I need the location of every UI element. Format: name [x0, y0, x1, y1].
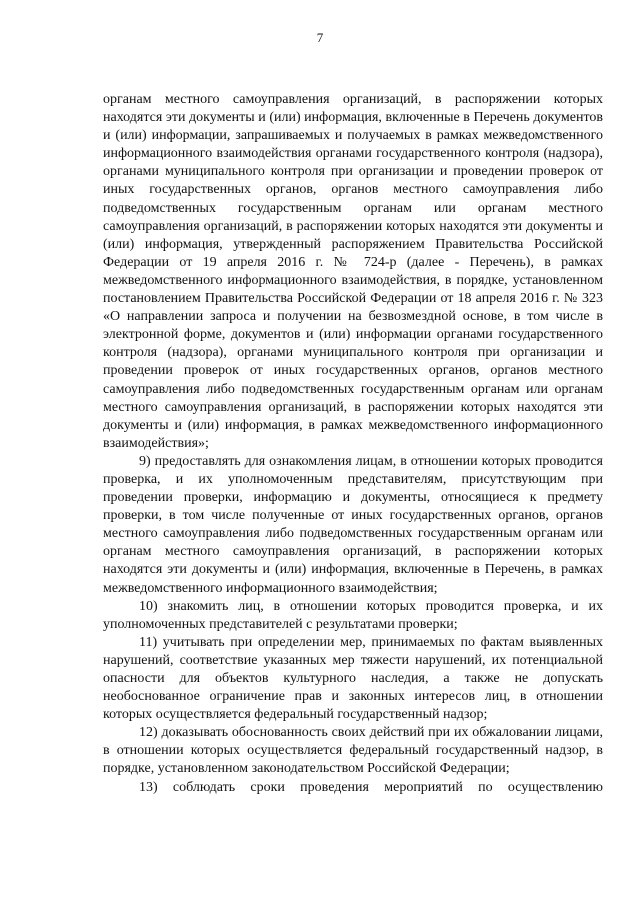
paragraph-item-9: 9) предоставлять для ознакомления лицам, в отношении которых проводится проверка, и их уполномоченным представителям, присутствующим при проведении проверки, информацию и документы, относящиеся к предмету проверки, в том числе полученные от иных государственных органов, органов местного самоуправления либо подведомственных государственным органам или органам местного самоуправления организаций, в распоряжении которых находятся эти документы и (или) информация, включенные в Перечень, в рамках межведомственного информационного взаимодействия;	[103, 453, 603, 596]
paragraph-item-13: 13) соблюдать сроки проведения мероприятий по осуществлению	[139, 779, 603, 795]
paragraph-item-10: 10) знакомить лиц, в отношении которых проводится проверка, и их уполномоченных представителей с результатами проверки;	[103, 598, 603, 632]
document-body	[103, 91, 603, 797]
paragraph-item-12: 12) доказывать обоснованность своих действий при их обжаловании лицами, в отношении которых осуществляется федеральный государственный надзор, в порядке, установленном законодательством Российской Федерации;	[103, 725, 603, 777]
paragraph-continued: органам местного самоуправления организаций, в распоряжении которых находятся эти документы и (или) информация, включенные в Перечень документов и (или) информации, запрашиваемых и получаемых в рамках межведомственного информационного взаимодействия органами государственного контроля (надзора), органами муниципального контроля при организации и проведении проверок от иных государственных органов, органов местного самоуправления либо подведомственных государственным органам или органам местного самоуправления организаций, в распоряжении которых находятся эти документы и (или) информация, утвержденный распоряжением Правительства Российской Федерации от 19 апреля 2016 г. № 724-р (далее - Перечень), в рамках межведомственного информационного взаимодействия, в порядке, установленном постановлением Правительства Российской Федерации от 18 апреля 2016 г. № 323 «О направлении запроса и получении на безвозмездной основе, в том числе в электронной форме, документов и (или) информации органами государственного контроля (надзора), органами муниципального контроля при организации и проведении проверок от иных государственных органов, органов местного самоуправления либо подведомственных государственным органам или органам местного самоуправления организаций, в распоряжении которых находятся эти документы и (или) информация, в рамках межведомственного информационного взаимодействия»;	[103, 92, 603, 451]
paragraph-item-11: 11) учитывать при определении мер, принимаемых по фактам выявленных нарушений, соответствие указанных мер тяжести нарушений, их потенциальной опасности для объектов культурного наследия, а также не допускать необоснованное ограничение прав и законных интересов лиц, в отношении которых осуществляется федеральный государственный надзор;	[103, 634, 603, 723]
page-number: 7	[316, 30, 324, 45]
